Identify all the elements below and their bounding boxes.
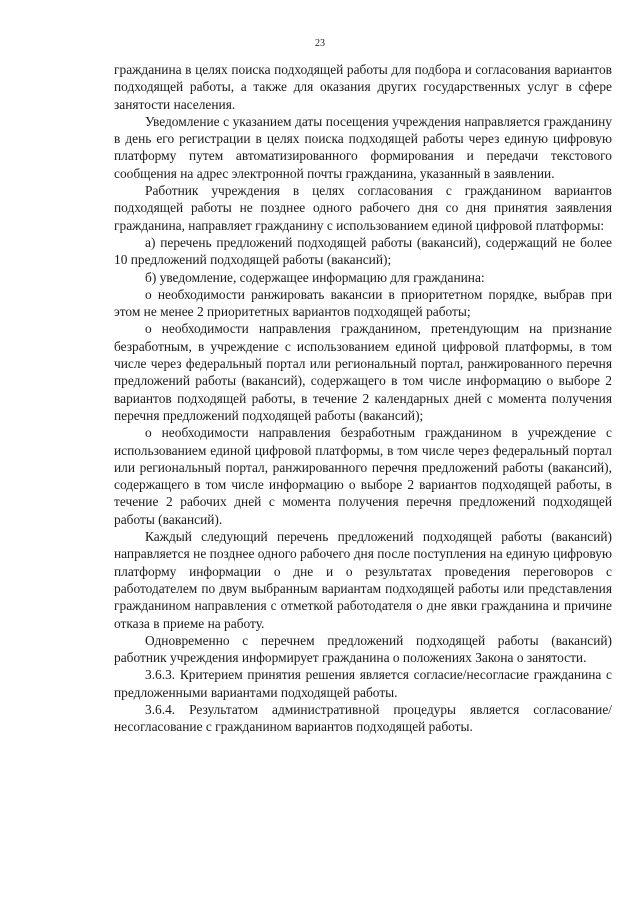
page-number: 23 (315, 38, 325, 49)
clause-3-6-4: 3.6.4. Результатом административной процедуры является согласование/несогласование с гражданином вариантов подходящей работы. (114, 701, 612, 735)
sub-item-unemployed-direction: о необходимости направления безработным гражданином в учреждение с использованием единой цифровой платформы, в том числе через федеральный портал или региональный портал, ранжированного перечня предложений работы (вакансий), содержащего в том числе информацию о выборе 2 вариантов подходящей работы, в течение 2 рабочих дней с момента получения перечня предложений подходящей работы (вакансий). (114, 425, 612, 527)
list-item-b: б) уведомление, содержащее информацию для гражданина: (145, 269, 485, 285)
paragraph-next-list: Каждый следующий перечень предложений подходящей работы (вакансий) направляется не позднее одного рабочего дня после поступления на единую цифровую платформу информации о дне и о результатах проведения переговоров с работодателем по двум выбранным вариантам подходящей работы или представления гражданином направления с отметкой работодателя о дне явки гражданина и причине отказа в приеме на работу. (114, 529, 612, 631)
list-item-a: а) перечень предложений подходящей работы (вакансий), содержащий не более 10 предложений подходящей работы (вакансий); (114, 234, 612, 268)
paragraph-notification: Уведомление с указанием даты посещения учреждения направляется гражданину в день его регистрации в целях поиска подходящей работы через единую цифровую платформу путем автоматизированного формирования и передачи текстового сообщения на адрес электронной почты гражданина, указанный в заявлении. (114, 113, 612, 181)
document-body (114, 61, 612, 736)
sub-item-rank-vacancies: о необходимости ранжировать вакансии в приоритетном порядке, выбрав при этом не менее 2 приоритетных вариантов подходящей работы; (114, 286, 612, 320)
clause-3-6-3: 3.6.3. Критерием принятия решения является согласие/несогласие гражданина с предложенными вариантами подходящей работы. (114, 667, 612, 700)
sub-item-applicant-direction: о необходимости направления гражданином, претендующим на признание безработным, в учреждение с использованием единой цифровой платформы, в том числе через федеральный портал или региональный портал, ранжированного перечня предложений работы (вакансий), содержащего в том числе информацию о выборе 2 вариантов подходящей работы, в течение 2 календарных дней с момента получения перечня предложений подходящей работы (вакансий); (114, 321, 612, 423)
paragraph-continuation: гражданина в целях поиска подходящей работы для подбора и согласования вариантов подходящей работы, а также для оказания других государственных услуг в сфере занятости населения. (114, 62, 612, 112)
paragraph-simultaneous-info: Одновременно с перечнем предложений подходящей работы (вакансий) работник учреждения информирует гражданина о положениях Закона о занятости. (114, 632, 612, 666)
paragraph-worker-sends: Работник учреждения в целях согласования с гражданином вариантов подходящей работы не позднее одного рабочего дня со дня принятия заявления гражданина, направляет гражданину с использованием единой цифровой платформы: (114, 183, 612, 233)
